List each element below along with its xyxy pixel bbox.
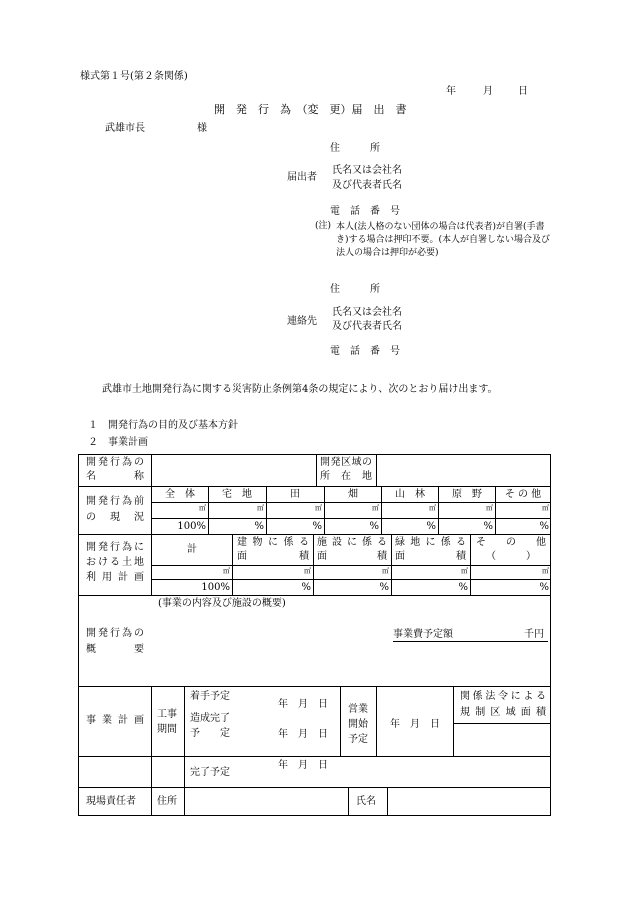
plan-col-other-2: （ ） xyxy=(486,551,536,562)
date-year: 年 xyxy=(446,86,456,97)
current-area-unit: ㎡ xyxy=(542,504,549,512)
current-pct-unit: % xyxy=(254,521,264,532)
plan-col-facility-1: 施設に係る xyxy=(317,537,387,548)
date-month: 月 xyxy=(483,86,493,97)
cost-estimate xyxy=(393,630,548,642)
contact-phone-label: 電 話 番 号 xyxy=(330,346,400,357)
notifier-phone-label: 電 話 番 号 xyxy=(330,206,400,217)
cost-unit: 千円 xyxy=(524,629,544,640)
addressee-name: 武雄市長 xyxy=(105,123,145,134)
plan-pct-unit: % xyxy=(539,582,549,593)
notifier-name-line2: 及び代表者氏名 xyxy=(332,180,402,191)
regulation-label-2: 規 制 区 域 面 積 xyxy=(460,707,546,718)
notifier-label: 届出者 xyxy=(287,172,317,183)
supervisor-label: 現場責任者 xyxy=(86,796,136,807)
plan-area-unit: ㎡ xyxy=(542,567,549,575)
plan-label-3: 利用計画 xyxy=(86,572,144,583)
current-pct-unit: % xyxy=(426,521,436,532)
cost-label: 事業費予定額 xyxy=(393,629,453,640)
plan-col-green-1: 緑地に係る xyxy=(395,537,466,548)
body-text: 武雄市土地開発行為に関する災害防止条例第4条の規定により、次のとおり届け出ます。 xyxy=(102,384,498,395)
item-1: １ 開発行為の目的及び基本方針 xyxy=(88,420,238,431)
plan-col-building-2: 面 積 xyxy=(237,551,309,562)
plan-col-facility-2: 面 積 xyxy=(317,551,387,562)
plan-col-green-2: 面 積 xyxy=(395,551,466,562)
current-area-unit: ㎡ xyxy=(257,504,264,512)
contact-name-line2: 及び代表者氏名 xyxy=(332,321,402,332)
current-col-forest: 山 林 xyxy=(395,489,425,500)
current-label-1: 開発行為前 xyxy=(86,496,144,507)
business-plan-label: 事 業 計 画 xyxy=(86,715,144,726)
current-area-unit: ㎡ xyxy=(486,504,493,512)
plan-area-unit: ㎡ xyxy=(223,567,230,575)
note-mark: (注) xyxy=(315,221,332,231)
start-date-ymd: 年 月 日 xyxy=(278,699,328,710)
plan-pct-unit: % xyxy=(301,582,311,593)
overview-label-2: 概 要 xyxy=(86,644,144,655)
contact-label: 連絡先 xyxy=(287,316,317,327)
start-planned-label: 着手予定 xyxy=(190,691,230,702)
current-area-unit: ㎡ xyxy=(429,504,436,512)
name-label-2: 名 称 xyxy=(86,471,144,482)
plan-col-other-1: そ の 他 xyxy=(476,537,546,548)
business-start-ymd: 年 月 日 xyxy=(390,719,440,730)
document-title: 開 発 行 為 （変 更）届 出 書 xyxy=(214,103,407,116)
current-col-upland: 畑 xyxy=(348,489,358,500)
date-day: 日 xyxy=(518,86,528,97)
site-label-1: 開発区域の xyxy=(320,457,372,468)
current-pct-unit: % xyxy=(483,521,493,532)
current-pct-unit: % xyxy=(312,521,322,532)
finish-date-ymd: 年 月 日 xyxy=(278,760,328,771)
site-label-2: 所 在 地 xyxy=(320,471,372,482)
contact-name-line1: 氏名又は会社名 xyxy=(332,307,402,318)
period-label-1: 工事 xyxy=(157,709,177,720)
plan-col-building-1: 建物に係る xyxy=(237,537,309,548)
overview-label-1: 開発行為の xyxy=(86,628,144,639)
business-start-label-3: 予定 xyxy=(348,734,368,745)
plan-label-1: 開発行為に xyxy=(86,542,144,553)
plan-pct-unit: % xyxy=(379,582,389,593)
contact-address-label: 住 所 xyxy=(330,284,380,295)
addressee-honorific: 様 xyxy=(197,123,207,134)
business-start-label-2: 開始 xyxy=(348,719,368,730)
completion-date-ymd: 年 月 日 xyxy=(278,729,328,740)
form-number: 様式第１号(第２条関係) xyxy=(80,71,188,82)
completion-planned-label-1: 造成完了 xyxy=(190,713,230,724)
current-col-field: 原 野 xyxy=(452,489,482,500)
current-label-2: の 現 況 xyxy=(86,512,144,523)
item-2: ２ 事業計画 xyxy=(88,437,148,448)
notifier-name-line1: 氏名又は会社名 xyxy=(332,165,402,176)
project-plan-table xyxy=(78,454,551,816)
supervisor-name-label: 氏名 xyxy=(356,796,376,807)
plan-total-pct: 100% xyxy=(201,582,230,593)
regulation-label-1: 関係法令による xyxy=(460,691,546,702)
current-area-unit: ㎡ xyxy=(372,504,379,512)
current-col-total: 全 体 xyxy=(165,489,195,500)
notifier-address-label: 住 所 xyxy=(330,143,380,154)
current-pct-unit: % xyxy=(539,521,549,532)
seal-note: 本人(法人格のない団体の場合は代表者)が自署(手書き)する場合は押印不要。(本人が自署しない場合及び法人の場合は押印が必要) xyxy=(336,222,551,258)
plan-area-unit: ㎡ xyxy=(304,567,311,575)
current-col-residential: 宅 地 xyxy=(222,489,252,500)
current-area-unit: ㎡ xyxy=(199,504,206,512)
plan-area-unit: ㎡ xyxy=(461,567,468,575)
current-total-pct: 100% xyxy=(177,521,206,532)
current-pct-unit: % xyxy=(369,521,379,532)
business-start-label-1: 営業 xyxy=(348,704,368,715)
plan-label-2: おける土地 xyxy=(86,557,144,568)
plan-total-label: 計 xyxy=(187,544,197,555)
completion-planned-label-2: 予 定 xyxy=(190,728,230,739)
supervisor-address-label: 住所 xyxy=(157,796,177,807)
plan-area-unit: ㎡ xyxy=(382,567,389,575)
overview-hint: (事業の内容及び施設の概要) xyxy=(158,598,286,609)
current-col-rice-field: 田 xyxy=(290,489,300,500)
period-label-2: 期間 xyxy=(157,724,177,735)
current-col-other: そ の 他 xyxy=(504,489,542,500)
finish-planned-label: 完了予定 xyxy=(190,767,230,778)
plan-pct-unit: % xyxy=(458,582,468,593)
name-label-1: 開発行為の xyxy=(86,457,144,468)
current-area-unit: ㎡ xyxy=(315,504,322,512)
